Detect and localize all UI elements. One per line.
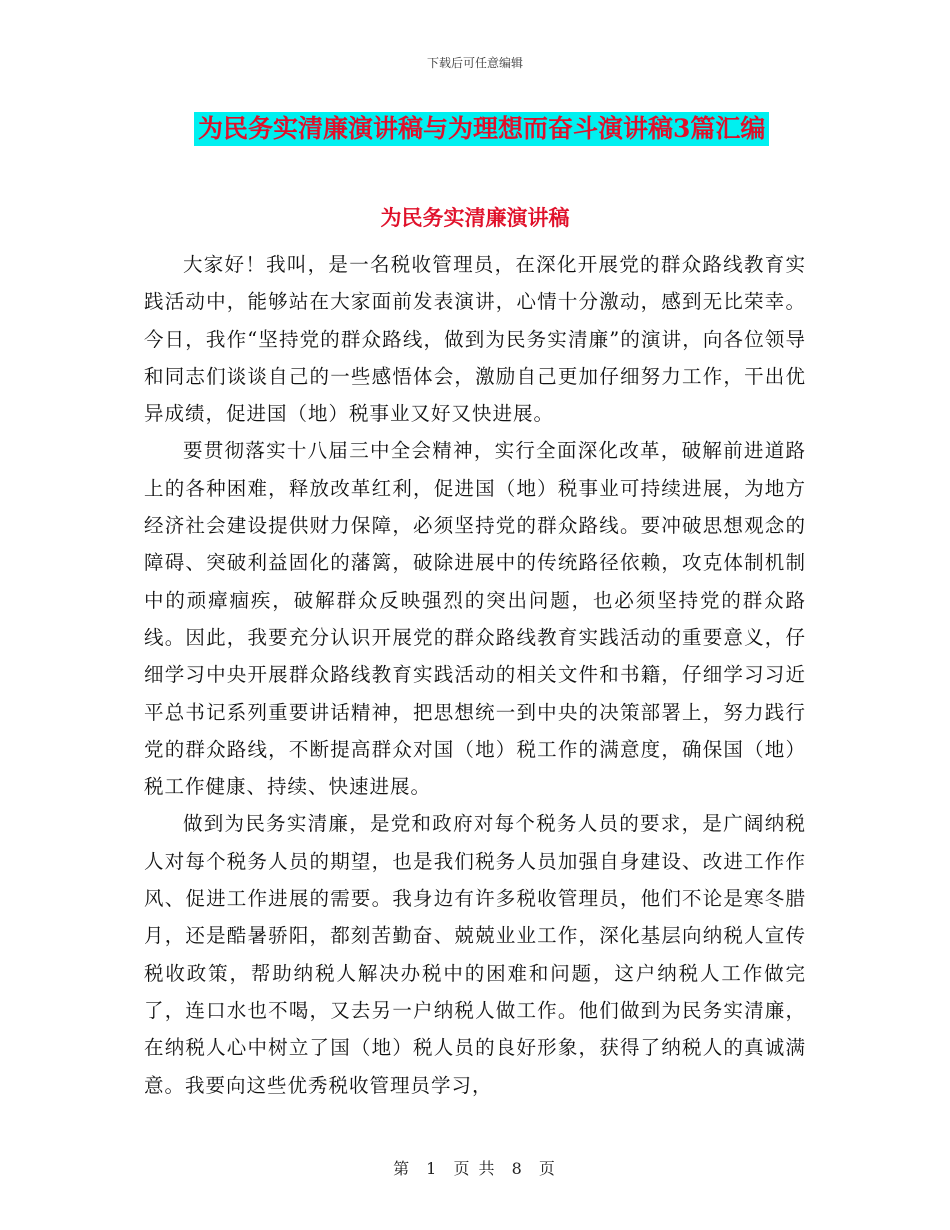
total-pages: 8 — [511, 1159, 524, 1178]
paragraph: 大家好！我叫，是一名税收管理员，在深化开展党的群众路线教育实践活动中，能够站在大家面前发表演讲，心情十分激动，感到无比荣幸。今日，我作“坚持党的群众路线，做到为民务实清廉”的演讲，向各位领导和同志们谈谈自己的一些感悟体会，激励自己更加仔细努力工作，干出优异成绩，促进国（地）税事业又好又快进展。 — [144, 253, 806, 426]
paragraph: 做到为民务实清廉，是党和政府对每个税务人员的要求，是广阔纳税人对每个税务人员的期望，也是我们税务人员加强自身建设、改进工作作风、促进工作进展的需要。我身边有许多税收管理员，他们不论是寒冬腊月，还是酷暑骄阳，都刻苦勤奋、兢兢业业工作，深化基层向纳税人宣传税收政策，帮助纳税人解决办税中的困难和问题，这户纳税人工作做完了，连口水也不喝，又去另一户纳税人做工作。他们做到为民务实清廉，在纳税人心中树立了国（地）税人员的良好形象，获得了纳税人的真诚满意。我要向这些优秀税收管理员学习， — [144, 812, 806, 1097]
paragraph: 要贯彻落实十八届三中全会精神，实行全面深化改革，破解前进道路上的各种困难，释放改革红利，促进国（地）税事业可持续进展，为地方经济社会建设提供财力保障，必须坚持党的群众路线。要冲破思想观念的障碍、突破利益固化的藩篱，破除进展中的传统路径依赖，攻克体制机制中的顽瘴痼疾，破解群众反映强烈的突出问题，也必须坚持党的群众路线。因此，我要充分认识开展党的群众路线教育实践活动的重要意义，仔细学习中央开展群众路线教育实践活动的相关文件和书籍，仔细学习习近平总书记系列重要讲话精神，把思想统一到中央的决策部署上，努力践行党的群众路线，不断提高群众对国（地）税工作的满意度，确保国（地）税工作健康、持续、快速进展。 — [144, 439, 806, 799]
current-page-number: 1 — [426, 1159, 439, 1178]
footer-prefix: 第 — [393, 1159, 412, 1178]
body-text — [144, 246, 806, 1104]
document-title: 为民务实清廉演讲稿与为理想而奋斗演讲稿3篇汇编 — [194, 112, 769, 146]
page-footer — [0, 1156, 950, 1179]
footer-suffix: 页 — [538, 1159, 557, 1178]
footer-middle: 页 共 — [453, 1159, 497, 1178]
section-title: 为民务实清廉演讲稿 — [380, 205, 570, 230]
header-note: 下载后可任意编辑 — [426, 56, 523, 70]
